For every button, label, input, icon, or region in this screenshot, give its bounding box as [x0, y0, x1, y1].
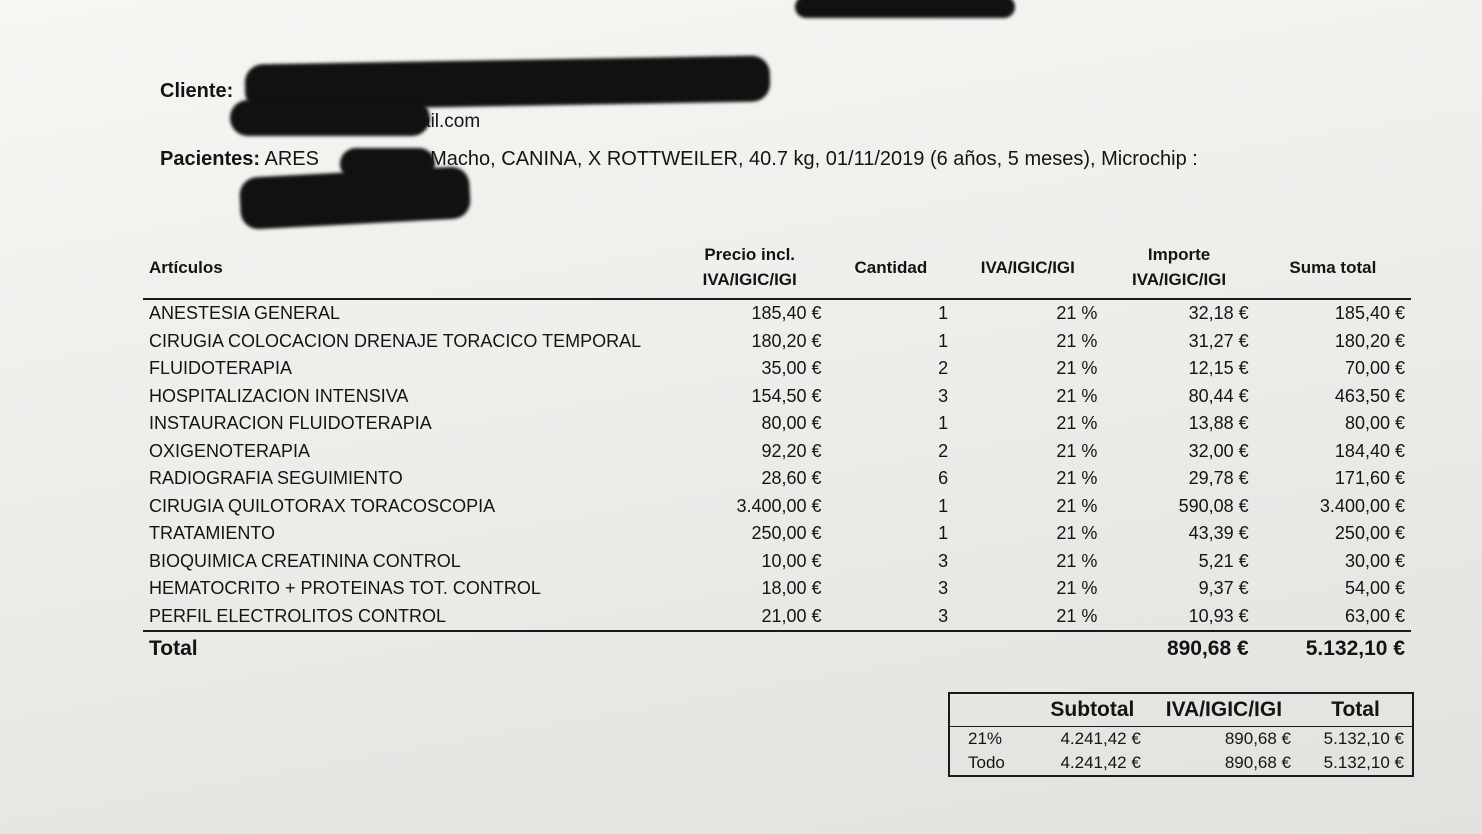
- header-qty: Cantidad: [828, 240, 953, 299]
- table-header-row: [143, 240, 1411, 299]
- item-name: OXIGENOTERAPIA: [149, 440, 311, 461]
- total-label: Total: [143, 631, 672, 666]
- item-name: CIRUGIA COLOCACION DRENAJE TORACICO TEMPORAL: [149, 330, 642, 351]
- item-sum: 80,00 €: [1344, 413, 1405, 433]
- item-tax-amount: 12,15 €: [1188, 358, 1249, 378]
- item-sum: 250,00 €: [1334, 523, 1405, 543]
- table-row: [143, 383, 1411, 411]
- item-qty: 6: [938, 468, 949, 488]
- summary-tax: 890,68 €: [1224, 753, 1292, 772]
- item-name: HOSPITALIZACION INTENSIVA: [149, 385, 409, 406]
- header-tax: IVA/IGIC/IGI: [952, 240, 1103, 299]
- items-table: [143, 240, 1411, 666]
- total-tax-amount: 890,68 €: [1103, 631, 1254, 666]
- items-body: [143, 299, 1411, 631]
- item-price: 21,00 €: [761, 605, 822, 626]
- item-name: TRATAMIENTO: [149, 523, 275, 543]
- summary-header-row: [949, 693, 1413, 727]
- item-qty: 3: [938, 385, 949, 406]
- item-tax-amount: 10,93 €: [1188, 605, 1249, 626]
- item-tax-amount: 80,44 €: [1188, 385, 1249, 406]
- item-tax-rate: 21 %: [1056, 330, 1098, 351]
- item-tax-amount: 9,37 €: [1198, 578, 1249, 598]
- table-row: [143, 603, 1411, 632]
- client-label: Cliente:: [160, 80, 234, 102]
- table-row: [143, 299, 1411, 328]
- item-tax-rate: 21 %: [1056, 385, 1098, 406]
- item-tax-rate: 21 %: [1056, 468, 1098, 488]
- item-qty: 3: [938, 550, 949, 571]
- item-qty: 3: [938, 578, 949, 598]
- table-row: [143, 520, 1411, 548]
- summary-header-tax: IVA/IGIC/IGI: [1149, 693, 1299, 727]
- item-price: 80,00 €: [761, 413, 822, 433]
- item-sum: 185,40 €: [1334, 303, 1405, 323]
- item-sum: 70,00 €: [1344, 358, 1405, 378]
- item-tax-rate: 21 %: [1056, 578, 1098, 598]
- header-amount: [1103, 240, 1254, 299]
- header-amount-line1: Importe: [1147, 245, 1211, 264]
- redaction-mark: [239, 166, 471, 230]
- header-price-line1: Precio incl.: [704, 245, 796, 264]
- table-row: [143, 355, 1411, 383]
- redaction-mark: [230, 100, 430, 136]
- item-sum: 63,00 €: [1344, 605, 1405, 626]
- item-tax-rate: 21 %: [1056, 440, 1098, 461]
- item-qty: 3: [938, 605, 949, 626]
- redaction-mark: [795, 0, 1015, 18]
- item-qty: 1: [938, 413, 949, 433]
- item-sum: 184,40 €: [1334, 440, 1405, 461]
- summary-rate-label: 21%: [968, 729, 1003, 748]
- item-tax-rate: 21 %: [1056, 550, 1098, 571]
- item-price: 3.400,00 €: [736, 495, 822, 516]
- item-price: 28,60 €: [761, 468, 822, 488]
- item-tax-amount: 590,08 €: [1178, 495, 1249, 516]
- item-name: FLUIDOTERAPIA: [149, 358, 293, 378]
- summary-subtotal: 4.241,42 €: [1060, 753, 1141, 772]
- item-name: CIRUGIA QUILOTORAX TORACOSCOPIA: [149, 495, 496, 516]
- item-tax-rate: 21 %: [1056, 358, 1098, 378]
- patient-details: Macho, CANINA, X ROTTWEILER, 40.7 kg, 01/11/2019 (6 años, 5 meses), Microchip :: [430, 148, 1198, 170]
- patient-name: ARES: [264, 148, 319, 170]
- item-qty: 1: [938, 330, 949, 351]
- item-qty: 1: [938, 303, 949, 323]
- summary-total: 5.132,10 €: [1323, 753, 1404, 772]
- item-sum: 171,60 €: [1334, 468, 1405, 488]
- item-price: 180,20 €: [751, 330, 822, 351]
- item-price: 35,00 €: [761, 358, 822, 378]
- header-price-line2: IVA/IGIC/IGI: [702, 270, 797, 289]
- item-name: PERFIL ELECTROLITOS CONTROL: [149, 605, 447, 626]
- item-tax-amount: 43,39 €: [1188, 523, 1249, 543]
- client-line: [160, 80, 233, 103]
- summary-subtotal: 4.241,42 €: [1060, 729, 1141, 748]
- item-tax-rate: 21 %: [1056, 495, 1098, 516]
- item-sum: 30,00 €: [1344, 550, 1405, 571]
- item-sum: 54,00 €: [1344, 578, 1405, 598]
- summary-tax: 890,68 €: [1224, 729, 1292, 748]
- header-price: [672, 240, 828, 299]
- item-tax-amount: 32,00 €: [1188, 440, 1249, 461]
- summary-row: [949, 751, 1413, 776]
- total-row: [143, 631, 1411, 666]
- item-price: 10,00 €: [761, 550, 822, 571]
- patient-line: [160, 148, 1198, 171]
- item-qty: 1: [938, 495, 949, 516]
- header-item: Artículos: [143, 240, 672, 299]
- table-row: [143, 465, 1411, 493]
- item-name: INSTAURACION FLUIDOTERAPIA: [149, 413, 432, 433]
- summary-total: 5.132,10 €: [1323, 729, 1404, 748]
- item-price: 185,40 €: [751, 303, 822, 323]
- item-tax-amount: 13,88 €: [1188, 413, 1249, 433]
- item-name: BIOQUIMICA CREATININA CONTROL: [149, 550, 461, 571]
- header-sum: Suma total: [1255, 240, 1411, 299]
- item-name: ANESTESIA GENERAL: [149, 303, 341, 323]
- table-row: [143, 410, 1411, 438]
- tax-summary-table: [948, 692, 1414, 777]
- summary-body: [949, 727, 1413, 777]
- summary-header-subtotal: Subtotal: [1036, 693, 1149, 727]
- item-sum: 180,20 €: [1334, 330, 1405, 351]
- table-row: [143, 438, 1411, 466]
- item-tax-amount: 32,18 €: [1188, 303, 1249, 323]
- table-row: [143, 575, 1411, 603]
- total-sum: 5.132,10 €: [1255, 631, 1411, 666]
- header-amount-line2: IVA/IGIC/IGI: [1131, 270, 1227, 289]
- item-sum: 463,50 €: [1334, 385, 1405, 406]
- item-price: 92,20 €: [761, 440, 822, 461]
- item-qty: 2: [938, 440, 949, 461]
- item-tax-rate: 21 %: [1056, 523, 1098, 543]
- table-row: [143, 493, 1411, 521]
- item-tax-amount: 29,78 €: [1188, 468, 1249, 488]
- item-name: HEMATOCRITO + PROTEINAS TOT. CONTROL: [149, 578, 541, 598]
- item-tax-rate: 21 %: [1056, 413, 1098, 433]
- item-price: 154,50 €: [751, 385, 822, 406]
- client-email: ail.com: [420, 111, 481, 132]
- table-row: [143, 328, 1411, 356]
- item-price: 250,00 €: [751, 523, 822, 543]
- item-price: 18,00 €: [761, 578, 822, 598]
- item-qty: 2: [938, 358, 949, 378]
- item-sum: 3.400,00 €: [1319, 495, 1405, 516]
- summary-row: [949, 727, 1413, 752]
- patient-label: Pacientes:: [160, 148, 261, 170]
- table-row: [143, 548, 1411, 576]
- item-tax-amount: 31,27 €: [1188, 330, 1249, 351]
- item-name: RADIOGRAFIA SEGUIMIENTO: [149, 468, 403, 488]
- item-tax-amount: 5,21 €: [1198, 550, 1249, 571]
- item-qty: 1: [938, 523, 949, 543]
- summary-rate-label: Todo: [968, 753, 1005, 772]
- item-tax-rate: 21 %: [1056, 605, 1098, 626]
- summary-header-total: Total: [1299, 693, 1413, 727]
- item-tax-rate: 21 %: [1056, 303, 1098, 323]
